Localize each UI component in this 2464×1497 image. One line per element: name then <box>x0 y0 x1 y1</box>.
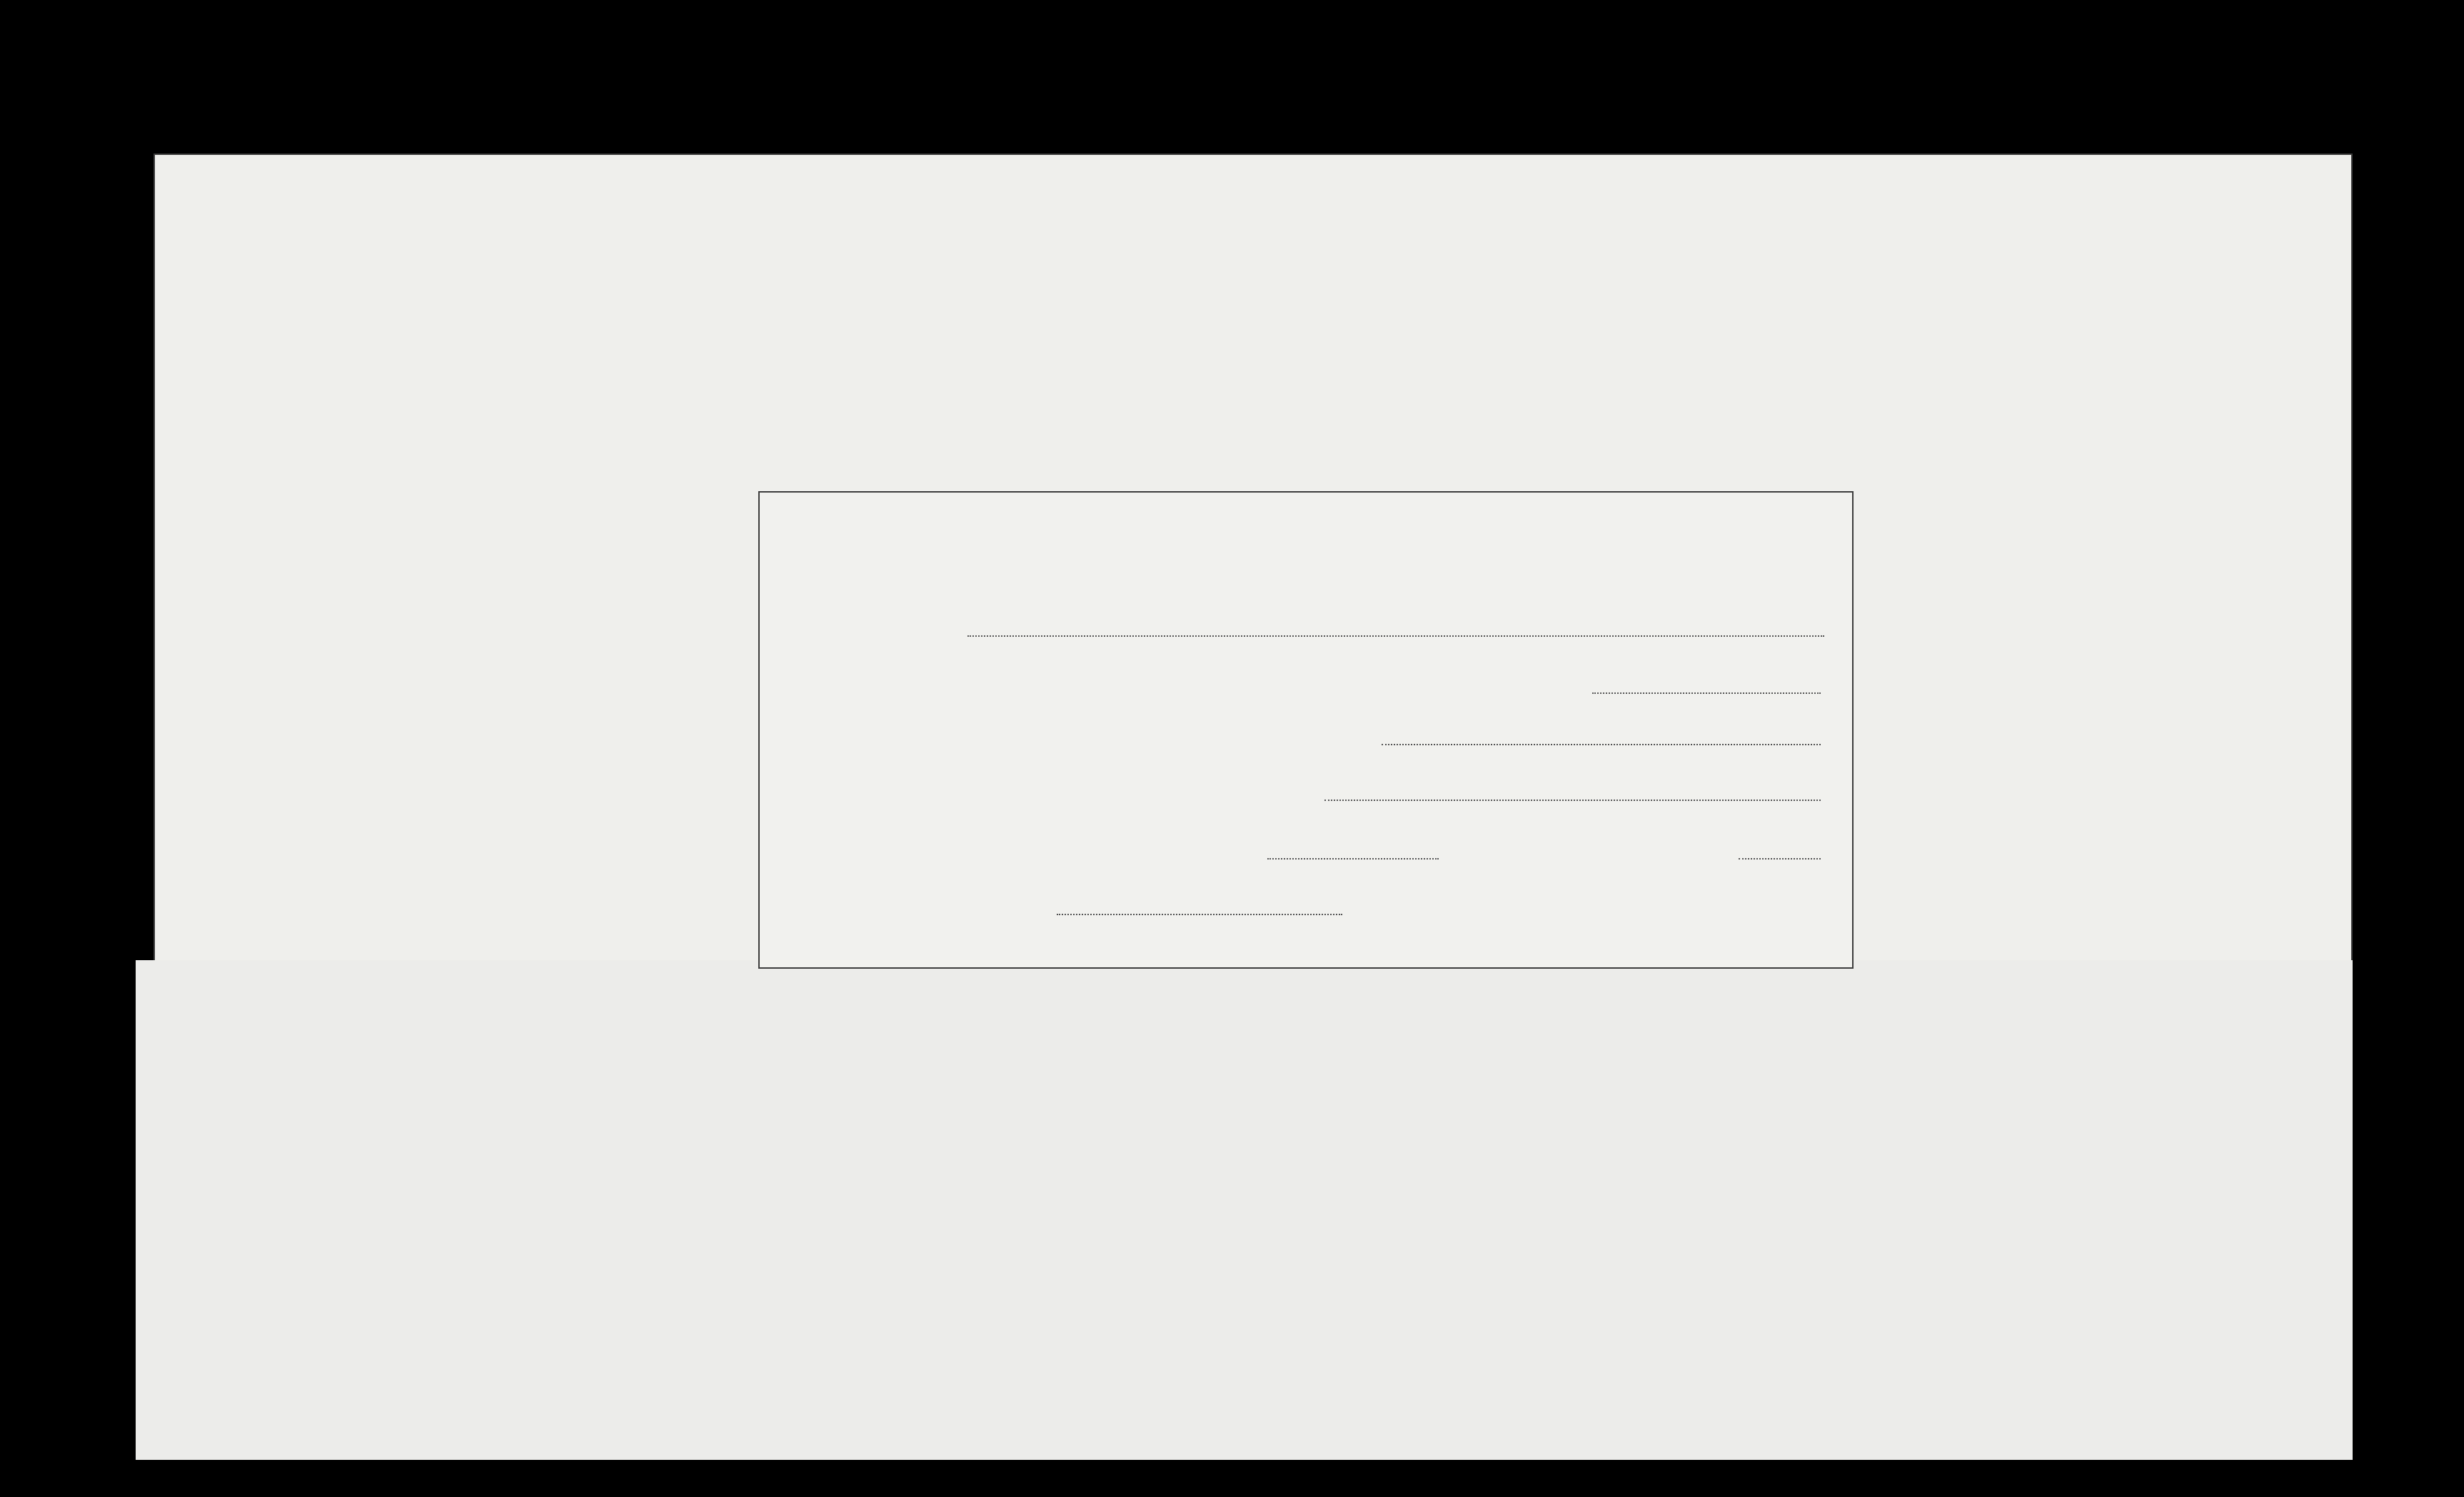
answer-line[interactable] <box>1739 858 1821 860</box>
answer-line[interactable] <box>1267 858 1439 860</box>
private-farms-box <box>758 491 1854 969</box>
vnenadel-label <box>151 1267 205 1396</box>
population-side-label <box>1853 500 1881 957</box>
nadelnyh-label <box>156 1139 198 1267</box>
answer-line[interactable] <box>967 635 1824 637</box>
census-card-lower <box>136 960 2353 1460</box>
answer-line[interactable] <box>1057 914 1342 915</box>
answer-line[interactable] <box>1324 800 1821 801</box>
answer-line[interactable] <box>1382 744 1821 745</box>
workers-side-label <box>389 500 432 964</box>
answer-line[interactable] <box>1592 692 1821 694</box>
